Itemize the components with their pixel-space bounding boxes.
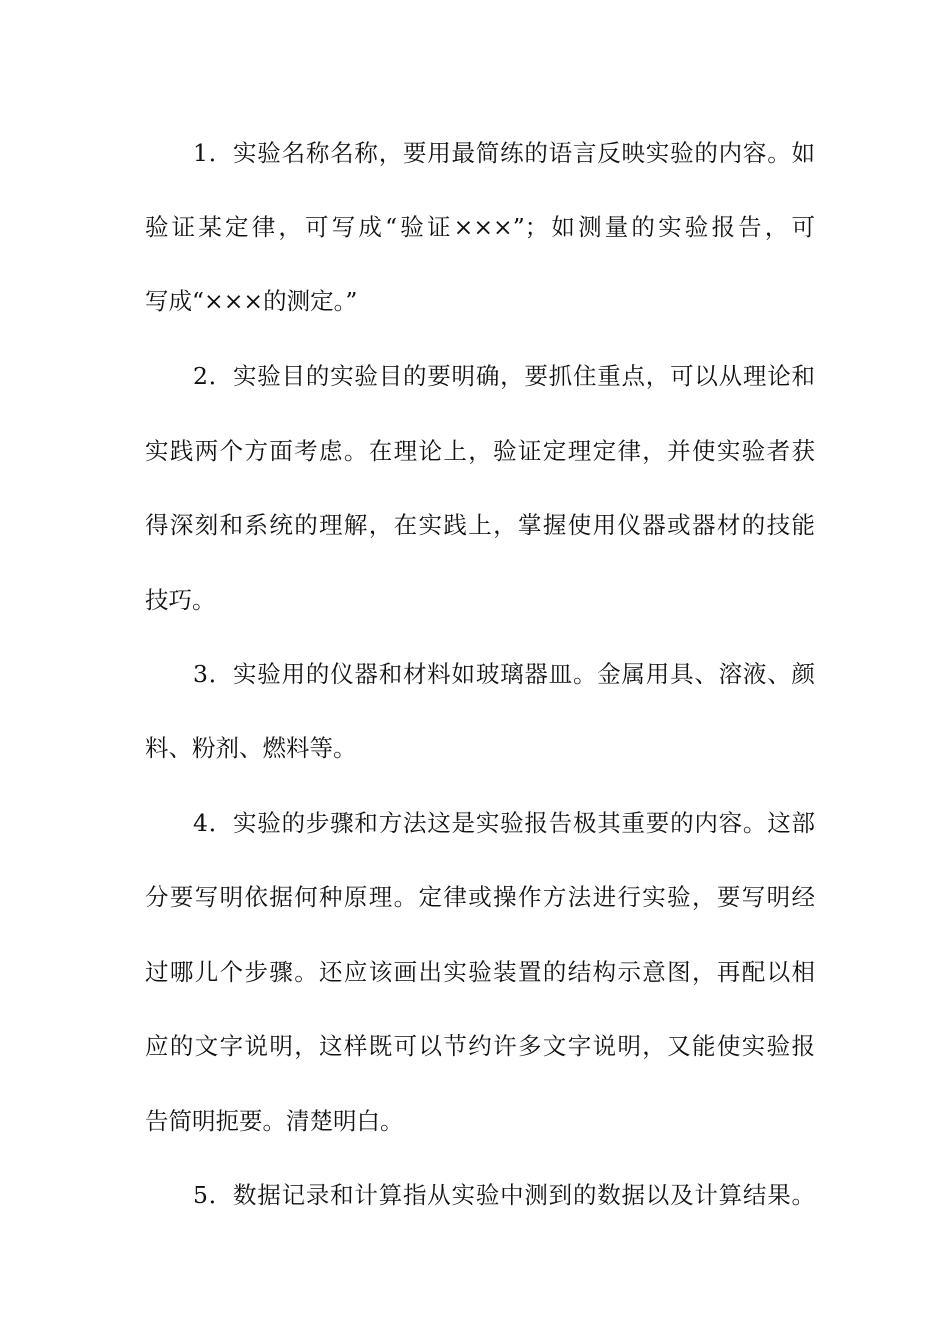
paragraph-4-line-1: 4．实验的步骤和方法这是实验报告极其重要的内容。这部 (193, 809, 815, 837)
paragraph-2-line-2: 实践两个方面考虑。在理论上，验证定理定律，并使实验者获 (145, 437, 815, 465)
paragraph-2-line-4: 技巧。 (145, 586, 216, 614)
paragraph-5-line-1: 5．数据记录和计算指从实验中测到的数据以及计算结果。 (193, 1181, 815, 1209)
paragraph-3-line-1: 3．实验用的仪器和材料如玻璃器皿。金属用具、溶液、颜 (193, 660, 815, 688)
paragraph-4-line-3: 过哪儿个步骤。还应该画出实验装置的结构示意图，再配以相 (145, 958, 815, 986)
paragraph-4-line-2: 分要写明依据何种原理。定律或操作方法进行实验，要写明经 (145, 883, 815, 911)
paragraph-2-line-1: 2．实验目的实验目的要明确，要抓住重点，可以从理论和 (193, 362, 815, 390)
paragraph-4-line-4: 应的文字说明，这样既可以节约许多文字说明，又能使实验报 (145, 1032, 815, 1060)
paragraph-1-line-1: 1．实验名称名称，要用最简练的语言反映实验的内容。如 (193, 139, 815, 167)
paragraph-3-line-2: 料、粉剂、燃料等。 (145, 734, 357, 762)
paragraph-1-line-2: 验证某定律，可写成“验证×××”；如测量的实验报告，可 (145, 213, 815, 241)
paragraph-2-line-3: 得深刻和系统的理解，在实践上，掌握使用仪器或器材的技能 (145, 511, 815, 539)
paragraph-4-line-5: 告简明扼要。清楚明白。 (145, 1107, 404, 1135)
paragraph-1-line-3: 写成“×××的测定。” (145, 287, 358, 315)
